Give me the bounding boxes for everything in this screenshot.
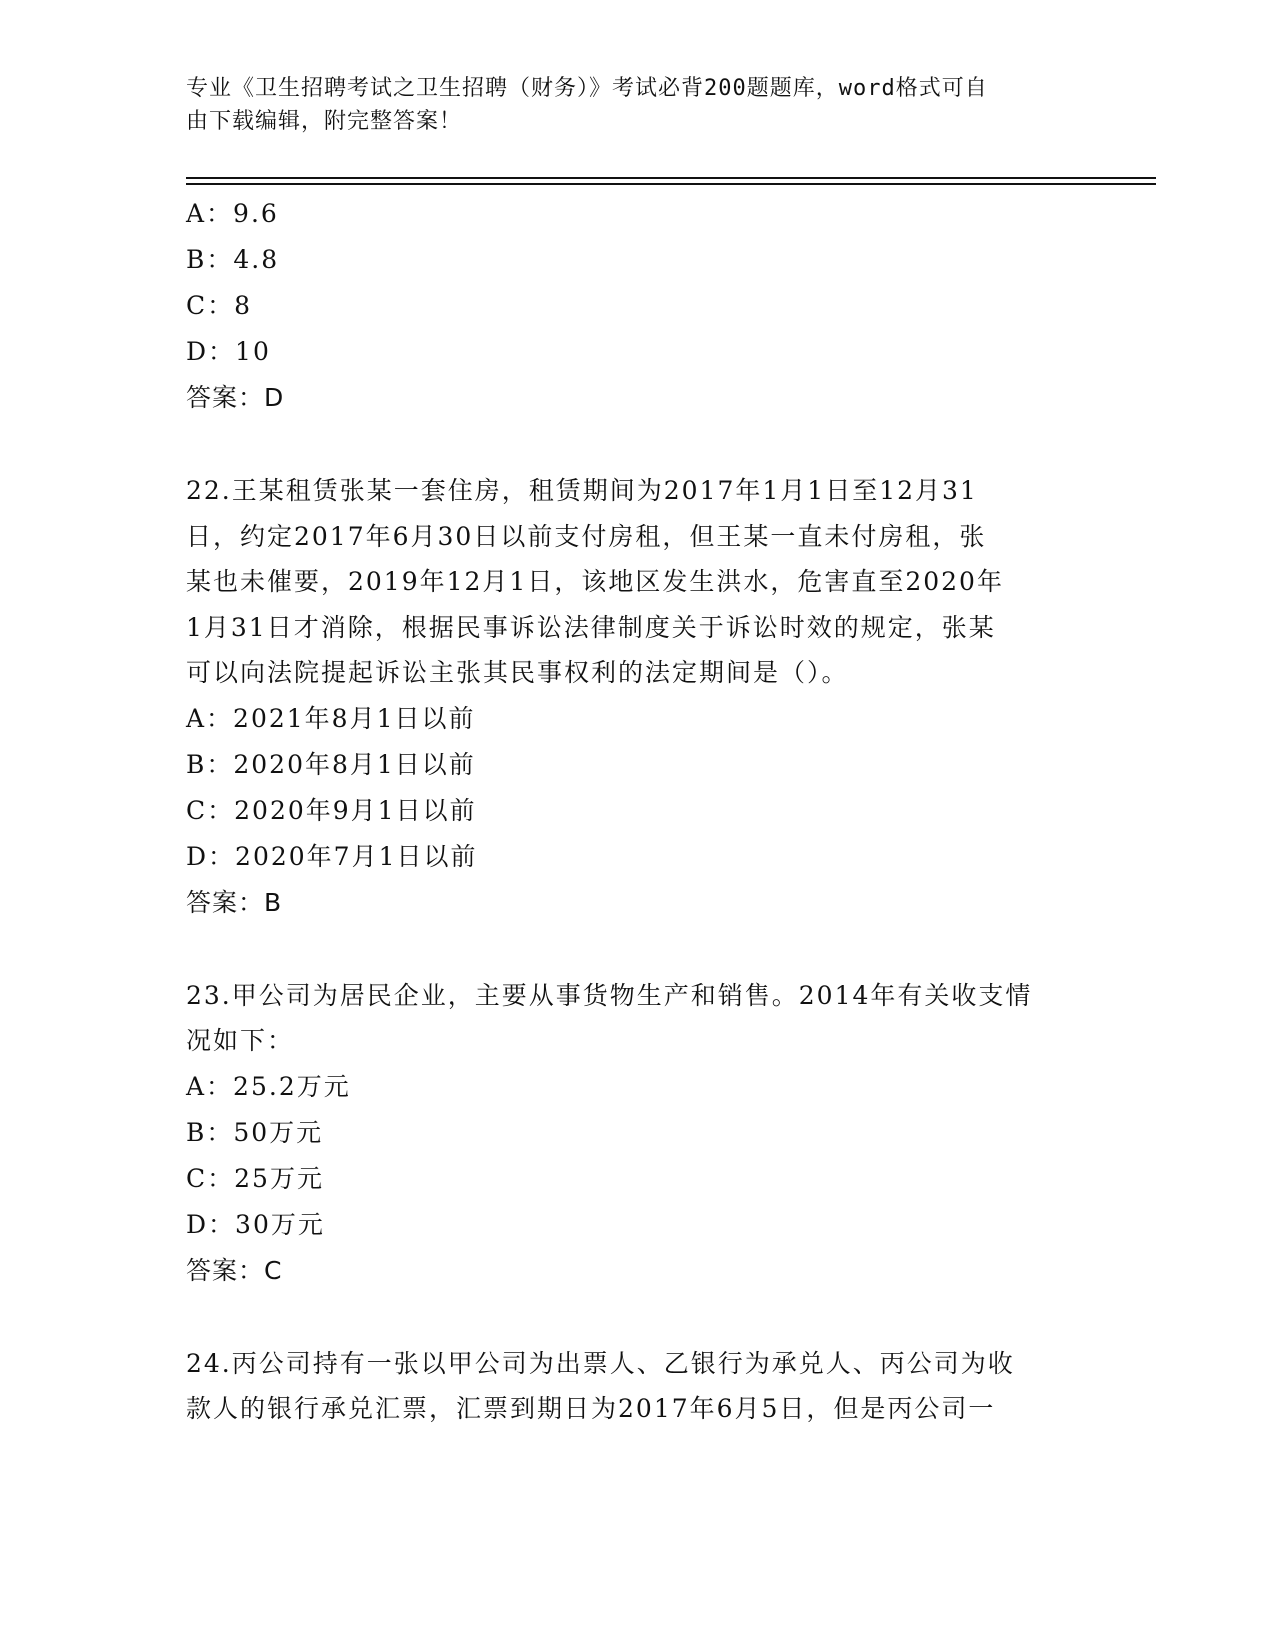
header-line-2: 由下载编辑，附完整答案！ <box>186 109 463 134</box>
question-text-line: 23.甲公司为居民企业，主要从事货物生产和销售。2014年有关收支情 <box>186 980 1033 1010</box>
option-c: C：8 <box>186 291 253 320</box>
header-divider-top <box>186 177 1156 179</box>
question-text-line: 某也未催要，2019年12月1日，该地区发生洪水，危害直至2020年 <box>186 567 1004 596</box>
answer-line: 答案：C <box>186 1255 283 1285</box>
option-c: C：25万元 <box>186 1163 324 1193</box>
header-divider-bottom <box>186 183 1156 185</box>
question-text-line: 1月31日才消除，根据民事诉讼法律制度关于诉讼时效的规定，张某 <box>186 612 996 642</box>
option-d: D：10 <box>186 337 271 366</box>
question-22 <box>186 468 1086 926</box>
document-header <box>186 72 1066 138</box>
question-text <box>186 1341 1086 1432</box>
question-text-line: 可以向法院提起诉讼主张其民事权利的法定期间是（）。 <box>186 658 849 687</box>
option-c: C：2020年9月1日以前 <box>186 795 477 825</box>
question-text-line: 日，约定2017年6月30日以前支付房租，但王某一直未付房租，张 <box>186 521 987 551</box>
option-a: A：25.2万元 <box>186 1071 351 1101</box>
question-text <box>186 973 1086 1064</box>
question-text-line: 24.丙公司持有一张以甲公司为出票人、乙银行为承兑人、丙公司为收 <box>186 1348 1015 1378</box>
option-a: A：9.6 <box>186 199 279 228</box>
header-line-1: 专业《卫生招聘考试之卫生招聘（财务）》考试必背200题题库，word格式可自 <box>186 76 988 101</box>
question-24 <box>186 1341 1086 1432</box>
answer-line: 答案：B <box>186 887 283 917</box>
option-b: B：50万元 <box>186 1117 324 1147</box>
option-b: B：2020年8月1日以前 <box>186 749 476 779</box>
option-d: D：2020年7月1日以前 <box>186 841 478 871</box>
option-a: A：2021年8月1日以前 <box>186 703 476 733</box>
document-body <box>186 191 1086 1432</box>
question-text-line: 况如下： <box>186 1026 295 1055</box>
question-text-line: 22.王某租赁张某一套住房，租赁期间为2017年1月1日至12月31 <box>186 476 978 505</box>
question-23 <box>186 973 1086 1294</box>
answer-line: 答案：D <box>186 383 285 412</box>
question-21-tail <box>186 191 1086 421</box>
option-b: B：4.8 <box>186 245 280 274</box>
option-d: D：30万元 <box>186 1209 325 1239</box>
question-text <box>186 468 1086 696</box>
question-text-line: 款人的银行承兑汇票，汇票到期日为2017年6月5日，但是丙公司一 <box>186 1394 996 1423</box>
